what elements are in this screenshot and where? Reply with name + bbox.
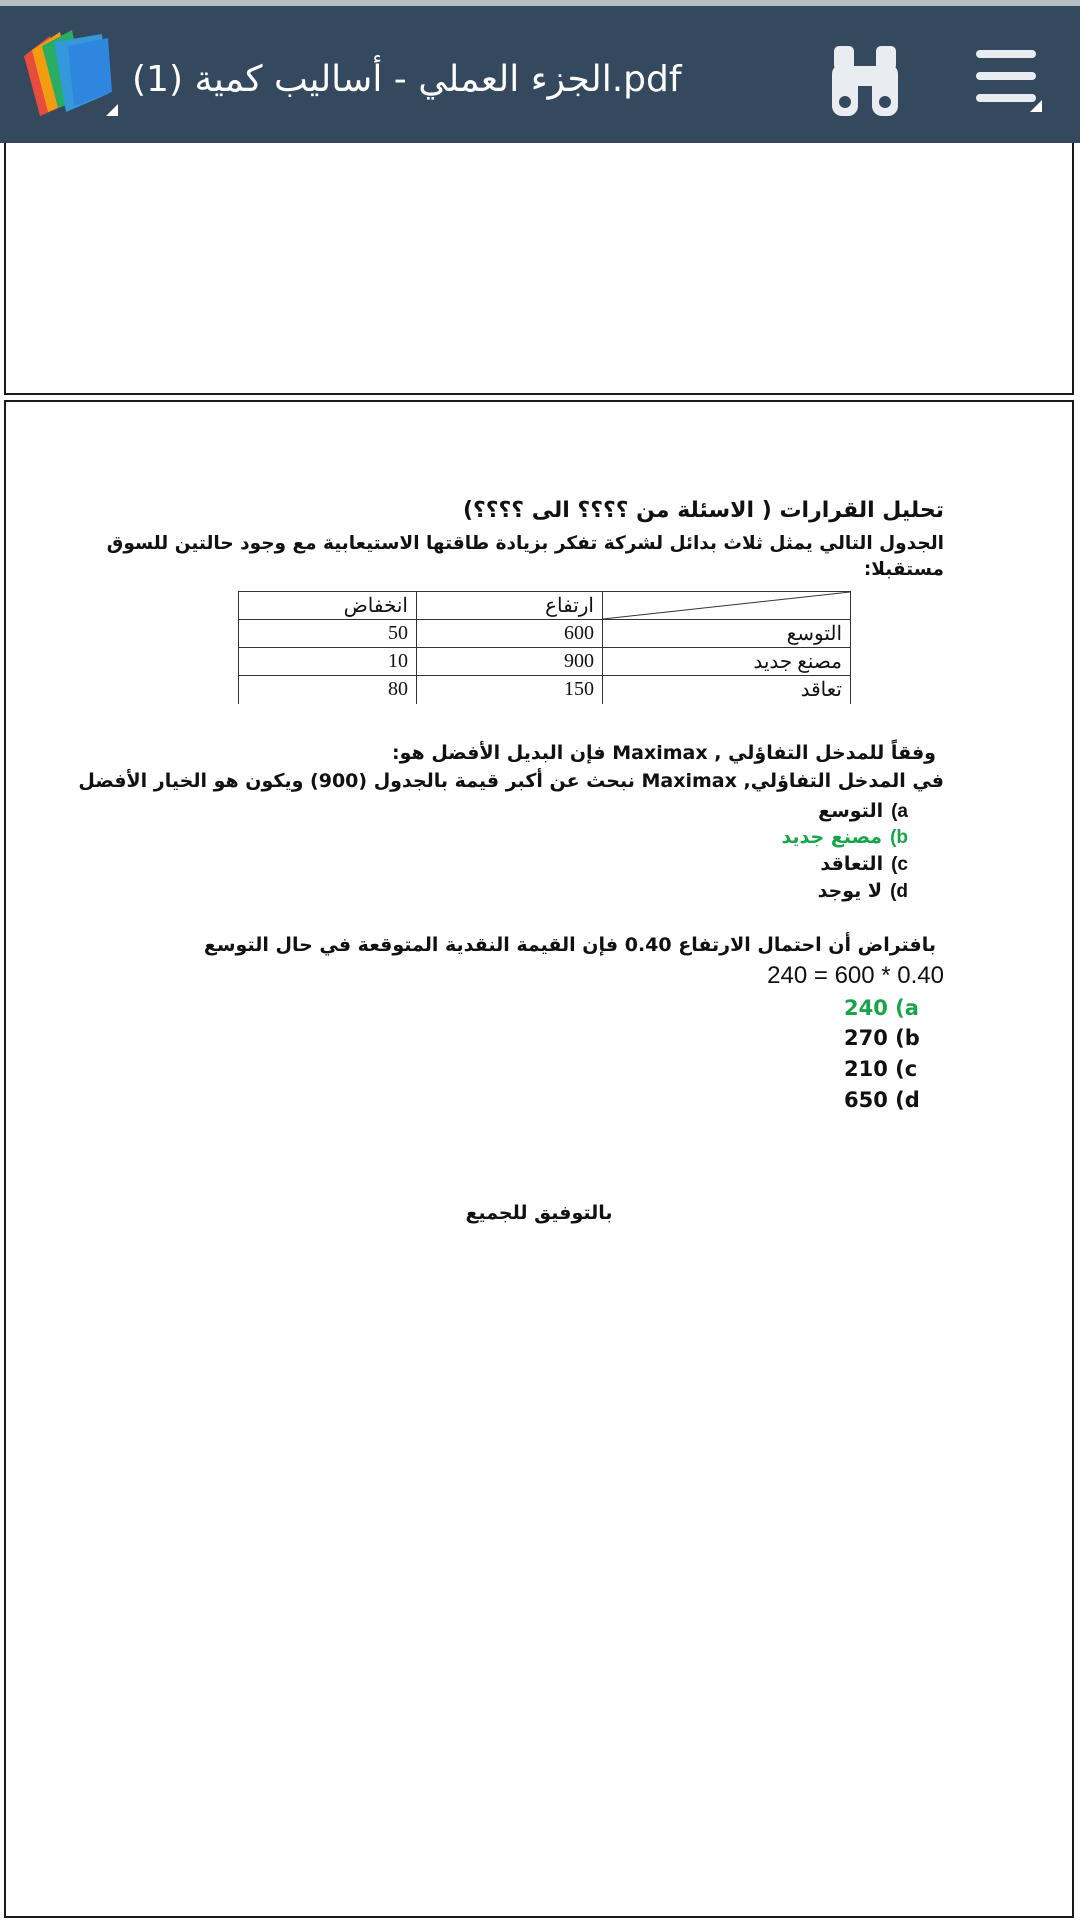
q1-option-b-correct <box>781 826 908 849</box>
cell-high-value: 900 <box>417 648 603 676</box>
pdf-page-previous[interactable] <box>4 143 1074 395</box>
header-diagonal-cell <box>603 592 851 620</box>
cell-high-value: 600 <box>417 620 603 648</box>
intro-text-line-1: الجدول التالي يمثل ثلاث بدائل لشركة تفكر بزيادة طاقتها الاستيعابية مع وجود حالتين للسوق <box>106 533 944 554</box>
table-row <box>239 648 851 676</box>
question-1-title: وفقاً للمدخل التفاؤلي , Maximax فإن البديل الأفضل هو: <box>392 742 936 764</box>
app-toolbar <box>0 6 1080 143</box>
cell-low-value: 50 <box>239 620 417 648</box>
document-heading: تحليل القرارات ( الاسئلة من ؟؟؟؟ الى ؟؟؟؟) <box>462 498 944 523</box>
header-low: انخفاض <box>239 592 417 620</box>
option-letter: d) <box>890 881 908 902</box>
option-letter: a) <box>891 801 908 822</box>
cell-low-value: 80 <box>239 676 417 704</box>
option-text: التعاقد <box>820 853 884 875</box>
q2-option-d: 650 (d <box>844 1088 920 1112</box>
question-1-hint: في المدخل التفاؤلي, Maximax نبحث عن أكبر قيمة بالجدول (900) ويكون هو الخيار الأفضل <box>78 770 944 792</box>
cell-alternative: مصنع جديد <box>603 648 851 676</box>
option-text: مصنع جديد <box>781 826 883 848</box>
question-2-calculation: 240 = 600 * 0.40 <box>767 962 944 989</box>
cell-alternative: تعاقد <box>603 676 851 704</box>
table-header-row <box>239 592 851 620</box>
q1-option-c <box>820 853 908 876</box>
question-2-title: بافتراض أن احتمال الارتفاع 0.40 فإن القيمة النقدية المتوقعة في حال التوسع <box>203 934 936 956</box>
cell-alternative: التوسع <box>603 620 851 648</box>
q2-option-c: 210 (c <box>844 1057 918 1081</box>
binoculars-icon[interactable] <box>830 42 900 118</box>
q1-option-d <box>818 880 908 903</box>
hamburger-menu-icon[interactable] <box>972 40 1044 116</box>
cell-high-value: 150 <box>417 676 603 704</box>
closing-text: بالتوفيق للجميع <box>465 1202 613 1224</box>
option-letter: c) <box>891 854 908 875</box>
pdf-page-current[interactable] <box>4 400 1074 1918</box>
cell-low-value: 10 <box>239 648 417 676</box>
q2-option-a-correct: 240 (a <box>844 996 919 1020</box>
option-letter: b) <box>890 827 908 848</box>
option-text: التوسع <box>818 800 884 822</box>
q2-option-b: 270 (b <box>844 1026 920 1050</box>
option-text: لا يوجد <box>817 880 883 902</box>
table-row <box>239 620 851 648</box>
document-title: الجزء العملي - أساليب كمية (1).pdf <box>132 59 682 100</box>
header-high: ارتفاع <box>417 592 603 620</box>
q1-option-a <box>818 800 908 823</box>
payoff-table <box>238 591 851 704</box>
intro-text-line-2: مستقبلا: <box>863 559 944 580</box>
table-row <box>239 676 851 704</box>
app-logo-icon[interactable] <box>10 20 120 130</box>
